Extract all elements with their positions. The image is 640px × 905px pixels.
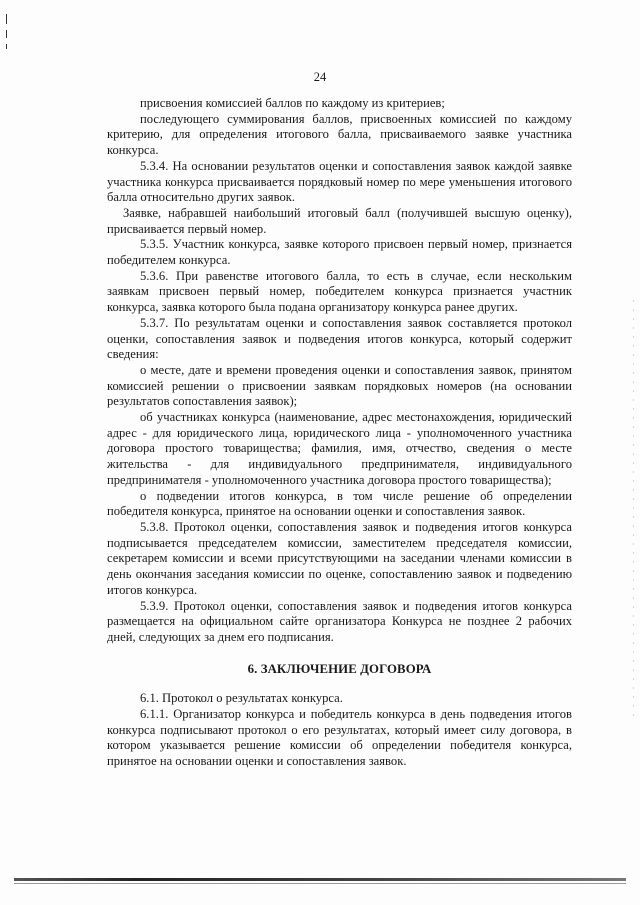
paragraph-clause-6-1: 6.1. Протокол о результатах конкурса. [140, 691, 343, 706]
scan-margin-mark [6, 44, 7, 49]
paragraph: последующего суммирования баллов, присвоенных комиссией по каждому критерию, для определения итогового балла, присваиваемого заявке участника конкурса. [107, 111, 572, 158]
scan-edge-noise [633, 300, 634, 720]
scan-margin-mark [6, 30, 7, 38]
paragraph-clause-5-3-9: 5.3.9. Протокол оценки, сопоставления заявок и подведения итогов конкурса размещается на официальном сайте организатора Конкурса не позднее 2 рабочих дней, следующих за днем его подписания. [107, 598, 572, 644]
section-heading: 6. ЗАКЛЮЧЕНИЕ ДОГОВОРА [247, 661, 432, 676]
scan-bottom-edge [14, 878, 626, 881]
document-body [107, 96, 572, 770]
paragraph: о месте, дате и времени проведения оценки и сопоставления заявок, принятом комиссией решении о присвоении заявкам порядковых номеров (на основании результатов сопоставления заявок); [107, 362, 572, 409]
paragraph-clause-6-1-1: 6.1.1. Организатор конкурса и победитель конкурса в день подведения итогов конкурса подписывают протокол о его результатах, который имеет силу договора, в котором указывается решение комиссии об определении победителя конкурса, принятое на основании оценки и сопоставления заявок. [107, 707, 572, 769]
paragraph-clause-5-3-6: 5.3.6. При равенстве итогового балла, то есть в случае, если нескольким заявкам присвоен первый номер, победителем конкурса признается участник конкурса, заявка которого была подана организатору конкурса ранее других. [107, 268, 572, 315]
paragraph: присвоения комиссией баллов по каждому из критериев; [140, 96, 445, 110]
paragraph-clause-5-3-8: 5.3.8. Протокол оценки, сопоставления заявок и подведения итогов конкурса подписывается председателем комиссии, заместителем председателя комиссии, секретарем комиссии и всеми присутствующими на заседании членами комиссии в день окончания заседания комиссии по оценке, сопоставлению заявок и подведению итогов конкурса. [107, 519, 572, 597]
scan-margin-mark [6, 14, 7, 24]
paragraph-clause-5-3-4: 5.3.4. На основании результатов оценки и сопоставления заявок каждой заявке участника конкурса присваивается порядковый номер по мере уменьшения итогового балла относительно других заявок. [107, 158, 572, 205]
page-number: 24 [313, 70, 327, 84]
paragraph: о подведении итогов конкурса, в том числе решение об определении победителя конкурса, принятое на основании оценки и сопоставления заявок. [107, 488, 572, 519]
paragraph: Заявке, набравшей наибольший итоговый балл (получившей высшую оценку), присваивается первый номер. [107, 205, 572, 236]
paragraph-clause-5-3-7: 5.3.7. По результатам оценки и сопоставления заявок составляется протокол оценки, сопоставления заявок и подведения итогов конкурса, который содержит сведения: [107, 315, 572, 362]
paragraph-clause-5-3-5: 5.3.5. Участник конкурса, заявке которого присвоен первый номер, признается победителем конкурса. [107, 237, 572, 268]
scan-bottom-edge-shadow [14, 883, 626, 884]
paragraph: об участниках конкурса (наименование, адрес местонахождения, юридический адрес - для юридического лица, юридического лица - уполномоченного участника договора простого товарищества; фамилия, имя, отчество, сведения о месте жительства - для индивидуального предпринимателя, индивидуального предпринимателя - уполномоченного участника договора простого товарищества); [107, 410, 572, 487]
